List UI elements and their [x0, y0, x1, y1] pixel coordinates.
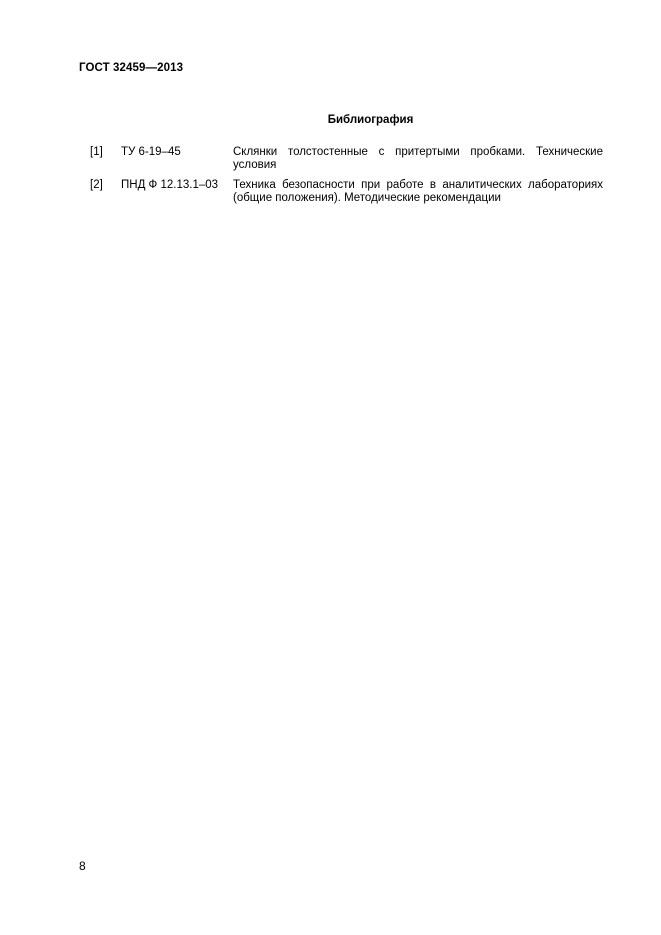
bibliography-list	[79, 146, 603, 212]
bibliography-entry	[79, 146, 603, 172]
bibliography-entry-number: [1]	[90, 146, 103, 158]
bibliography-entry-code: ПНД Ф 12.13.1–03	[121, 179, 219, 191]
bibliography-entry-number: [2]	[90, 179, 103, 191]
bibliography-entry-text: Техника безопасности при работе в аналитических лабораториях (общие положения). Методические рекомендации	[233, 179, 603, 204]
bibliography-title: Библиография	[327, 114, 414, 126]
page-number: 8	[79, 859, 86, 873]
bibliography-entry-code: ТУ 6-19–45	[121, 146, 181, 158]
document-standard-header: ГОСТ 32459—2013	[79, 62, 184, 74]
bibliography-entry	[79, 179, 603, 205]
bibliography-entry-text: Склянки толстостенные с притертыми пробками. Технические условия	[233, 146, 603, 171]
